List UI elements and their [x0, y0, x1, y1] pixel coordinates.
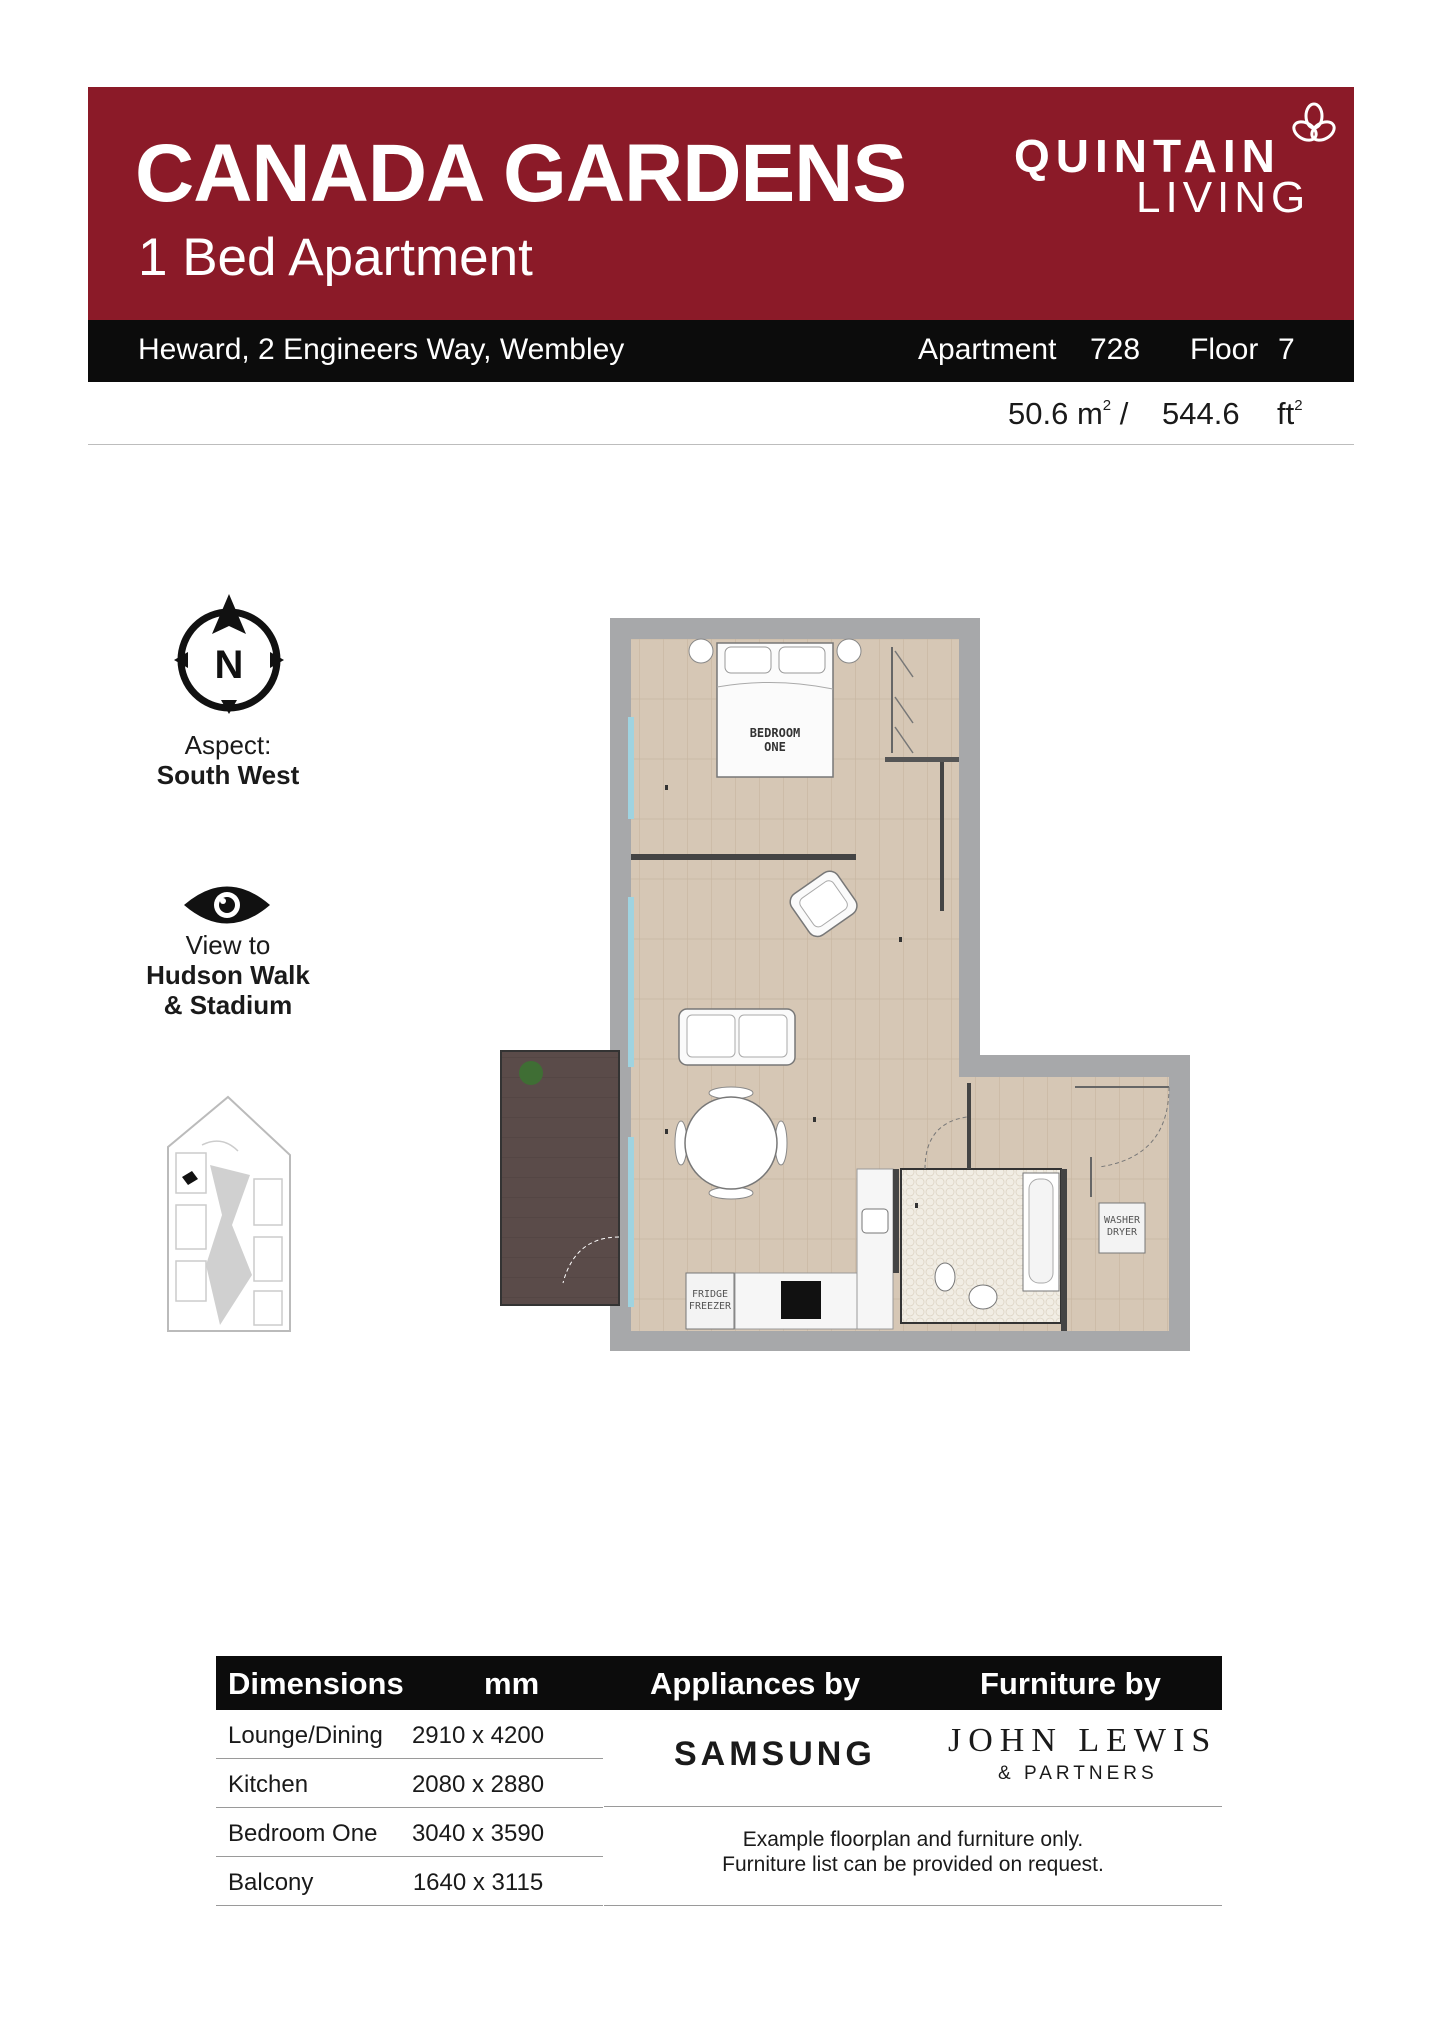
disclaimer-line1: Example floorplan and furniture only. — [742, 1828, 1084, 1851]
area-sqft — [1277, 396, 1303, 432]
table-row — [216, 1759, 603, 1808]
room-name: Kitchen — [228, 1771, 309, 1798]
bedroom-label-line1: BEDROOM — [749, 726, 801, 740]
view-line2: & Stadium — [163, 990, 293, 1020]
aspect-value: South West — [156, 760, 300, 790]
header-furniture: Furniture by — [980, 1666, 1161, 1701]
trefoil-logo-icon — [1290, 101, 1338, 149]
washer-label-line2: DRYER — [1106, 1227, 1138, 1238]
area-sqft-value: 544.6 — [1162, 396, 1240, 431]
floor-number: 7 — [1278, 333, 1295, 366]
samsung-logo: SAMSUNG — [674, 1735, 876, 1773]
kitchen-sink — [862, 1209, 888, 1233]
compass-north-icon — [172, 592, 286, 716]
aspect-block — [78, 730, 378, 790]
room-dimensions: 1640 x 3115 — [412, 1869, 544, 1896]
brand-logo-line2: LIVING — [1136, 173, 1311, 222]
washer-label-line1: WASHER — [1103, 1215, 1141, 1226]
development-title: CANADA GARDENS — [135, 128, 907, 219]
apartment-type: 1 Bed Apartment — [138, 228, 533, 287]
brand-logo-line1: QUINTAIN — [1014, 130, 1281, 182]
sofa — [679, 1009, 795, 1065]
site-location-map — [162, 1095, 294, 1335]
room-dimensions: 3040 x 3590 — [411, 1820, 545, 1847]
hob — [781, 1281, 821, 1319]
apartment-number: 728 — [1090, 333, 1141, 366]
table-bottom-divider — [604, 1905, 1222, 1906]
room-name: Balcony — [228, 1869, 314, 1896]
room-name: Bedroom One — [228, 1820, 378, 1847]
table-row — [216, 1808, 603, 1857]
toilet — [935, 1263, 955, 1291]
header-divider — [88, 444, 1354, 445]
header-dimensions: Dimensions — [228, 1666, 404, 1701]
table-row — [216, 1857, 603, 1906]
room-name: Lounge/Dining — [228, 1722, 383, 1749]
view-label: View to — [185, 930, 271, 960]
room-dimensions: 2080 x 2880 — [411, 1771, 545, 1798]
area-separator: / — [1119, 396, 1129, 431]
apartment-label: Apartment — [918, 333, 1057, 366]
room-dimensions: 2910 x 4200 — [411, 1722, 545, 1749]
header-appliances: Appliances by — [650, 1666, 861, 1701]
bathroom-basin — [969, 1285, 997, 1309]
view-line1: Hudson Walk — [146, 960, 310, 990]
table-header-bar — [216, 1656, 1222, 1710]
area-sqm-sup: 2 — [1102, 397, 1112, 414]
disclaimer-line2: Furniture list can be provided on request. — [722, 1853, 1104, 1876]
header-banner — [88, 87, 1354, 320]
table-row — [216, 1710, 603, 1759]
john-lewis-logo-line2: & PARTNERS — [998, 1763, 1158, 1784]
compass-letter: N — [214, 643, 244, 687]
area-sqm-value: 50.6 — [1008, 396, 1069, 431]
address-bar — [88, 320, 1354, 382]
area-sqft-unit: ft — [1277, 396, 1295, 431]
eye-icon — [182, 882, 272, 928]
fridge-label-line2: FREEZER — [688, 1301, 732, 1312]
aspect-label: Aspect: — [184, 730, 272, 760]
brands-divider — [604, 1806, 1222, 1807]
fridge-label-line1: FRIDGE — [691, 1289, 729, 1300]
bedroom-label-line2: ONE — [764, 740, 786, 754]
floor-label: Floor — [1190, 333, 1259, 366]
area-sqm-unit: m — [1076, 396, 1103, 431]
address-text: Heward, 2 Engineers Way, Wembley — [138, 333, 625, 366]
area-sqm — [1008, 396, 1128, 432]
header-mm: mm — [484, 1666, 540, 1701]
area-sqft-sup: 2 — [1294, 397, 1303, 414]
john-lewis-logo-line1: JOHN LEWIS — [948, 1722, 1218, 1759]
balcony-area — [501, 1051, 619, 1305]
floorplan-drawing — [495, 617, 1215, 1357]
view-block — [78, 930, 378, 1020]
